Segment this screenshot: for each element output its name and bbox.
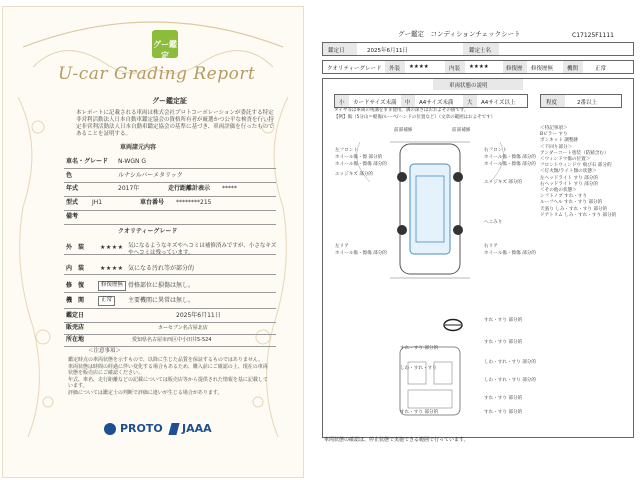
- exterior-note: 気になるようなキズやヘコミは補修済みですが、小さなキズやヘコミは残っています。: [128, 243, 277, 256]
- annotation-rear-edge: エッジキズ 部分的: [484, 180, 523, 185]
- certificate-subtitle: グー鑑定証: [152, 97, 187, 105]
- note-item: 年式、車名、走行距離などの記載については販売店等から提供された情報を基に記載しています。: [68, 376, 268, 389]
- special-note: ＜その他の状態＞: [540, 188, 577, 194]
- dealer-label: 販売店: [66, 324, 85, 331]
- repair-note: 骨格部位に損傷は無し。: [128, 282, 195, 289]
- steering-wheel-icon: [442, 318, 464, 332]
- annotation-seat-left: しわ・すれ・すり: [400, 366, 437, 371]
- sheet-ext-label: 外装: [389, 66, 401, 72]
- divider: [64, 322, 276, 323]
- annotation-fl-fender: 左フロント: [335, 148, 358, 153]
- header-row-quality: [322, 60, 634, 74]
- divider: [64, 292, 276, 293]
- interior-stars: ★★★★: [100, 265, 124, 272]
- sheet-mech-label: 機関: [567, 66, 579, 72]
- sheet-quality-label: クオリティーグレード: [327, 66, 382, 72]
- divider: [64, 346, 276, 347]
- size-small-label: 小: [339, 100, 345, 106]
- size-card-label: カードサイズ未満: [353, 100, 397, 106]
- inspector-label: 鑑定士名: [469, 48, 492, 54]
- model-value: JH1: [92, 199, 103, 206]
- mech-note: 主要機関に異常は無し。: [128, 297, 195, 304]
- vehicle-section-heading: 車両諸元内容: [120, 144, 157, 151]
- annotation-fl-detail: ホイール傷・擦 部分的: [335, 155, 383, 160]
- repair-value-box: 修復歴無: [98, 281, 126, 291]
- notes-list: [68, 357, 268, 396]
- dealer-value: カーセブン名古屋北店: [158, 325, 208, 331]
- exterior-label: 外 装: [66, 244, 85, 251]
- annotation-seat-right: すれ・すり 部分的: [484, 396, 523, 401]
- model-label: 型式: [66, 199, 79, 206]
- legend-note: 【例】傷（5分山＝軽傷/ルーペ/ハンドの位置など）（文章の範囲はおよそです）: [334, 115, 496, 120]
- address-value: 愛知県名古屋市西区中小田井5-524: [132, 337, 212, 343]
- notes-title: ＜注意事項＞: [88, 348, 122, 354]
- annotation-floor-left: すれ・すり 部分的: [400, 410, 439, 415]
- divider: [64, 210, 276, 211]
- annotation-hood-right: 前部補修: [452, 128, 471, 133]
- odometer-label: 走行距離計表示: [168, 185, 211, 192]
- divider: [64, 196, 276, 197]
- color-value: ルナシルバーメタリック: [118, 172, 183, 179]
- note-item: 評価については鑑定士の判断で評価に違いが生じる場合があります。: [68, 389, 223, 396]
- special-note: ルーフヘル すれ・すり 部分的: [540, 200, 603, 206]
- mech-value-box: 正常: [98, 296, 115, 306]
- sheet-date-label: 鑑定日: [328, 48, 345, 54]
- tire-note: タイヤ等は車両の残溝をまま使用。溝の深さはおおよその値です。: [334, 108, 469, 113]
- sheet-int-label: 内装: [449, 66, 461, 72]
- size-mid-label: 中: [405, 100, 411, 106]
- proto-logo-text: PROTO: [120, 422, 163, 435]
- special-note: アンダーコート塗装（防錆含む）: [540, 150, 609, 156]
- address-label: 所在地: [66, 336, 85, 343]
- exterior-stars: ★★★★: [100, 244, 124, 251]
- annotation-hood-left: 前部補修: [394, 128, 413, 133]
- annotation-steering: すれ・すり 部分的: [484, 318, 523, 323]
- annotation-seat-right: すれ・すり 部分的: [484, 340, 523, 345]
- annotation-fl-detail: ホイール傷・擦傷 部分的: [335, 162, 387, 167]
- size-a4-label: A4サイズ未満: [419, 100, 454, 106]
- annotation-door-dent: へこみり: [484, 220, 503, 225]
- degree-value: 2番以上: [577, 100, 597, 106]
- condition-title: 車両状態の説明: [449, 83, 488, 89]
- date-label: 鑑定日: [66, 312, 85, 319]
- interior-label: 内 装: [66, 265, 85, 272]
- divider: [64, 334, 276, 335]
- header-row-date: [322, 42, 634, 56]
- annotation-rr: 右リア: [484, 244, 498, 249]
- note-item: 鑑定時点の車両状態を示すもので、以降に生じた品質を保証するものではありません。: [68, 357, 264, 363]
- car-name-label: 車名・グレード: [66, 158, 109, 165]
- special-note: 天張り しみ・すれ・すり 部分的: [540, 206, 608, 212]
- sheet-footer: 車両状態の確認は、停止状態で実施できる範囲で行っています。: [324, 437, 469, 443]
- chassis-value: ********215: [176, 199, 212, 206]
- special-note: ＜灯火類/ライト類の状態＞: [540, 169, 597, 175]
- special-note: 右ヘッドライト すり 部分的: [540, 181, 598, 187]
- sheet-date-value: 2025年6月11日: [367, 48, 408, 54]
- sheet-mech-value: 正常: [595, 66, 607, 72]
- annotation-fr-fender: 右フロント: [484, 148, 507, 153]
- divider: [64, 274, 276, 275]
- annotation-rl: 左リア: [335, 244, 349, 249]
- odometer-value: *****: [222, 185, 237, 192]
- divider: [64, 308, 276, 309]
- note-item: 車両状態は時間の経過に伴い変化する場合もあるため、購入前にご確認の上、現在の車両状態を販売店にご確認ください。: [68, 363, 268, 376]
- remarks-label: 備考: [66, 213, 79, 220]
- annotation-front-edge: エッジキズ 部分的: [335, 172, 374, 177]
- special-note: フロントウィンドウ 飛び石 部分的: [540, 163, 612, 169]
- certificate-title: U-car Grading Report: [58, 64, 256, 84]
- certificate-intro: 本レポートに記載される車両は株式会社プロトコーポレーションが委託する特定非営利活動法人日本自動車鑑定協会の資格所有者が厳選かつ公平な検査を行い特定非営利活動法人日本自動車鑑定協会の基準に基づき、車両評価を行ったものであることを証明する。: [76, 110, 275, 137]
- mech-label: 機 関: [66, 297, 85, 304]
- special-notes-list: [540, 126, 632, 219]
- special-note: ドアトリム しみ・すれ・すり 部分的: [540, 212, 617, 218]
- annotation-rl-detail: ホイール傷・擦傷 部分的: [335, 251, 387, 256]
- degree-label: 程度: [546, 100, 558, 106]
- special-note: ＜特記事項＞: [540, 126, 568, 131]
- car-name-value: N-WGN G: [118, 158, 147, 165]
- divider: [64, 182, 276, 183]
- divider: [64, 224, 276, 225]
- size-large-label: 大: [467, 100, 473, 106]
- interior-note: 気になる汚れ等が部分的: [128, 265, 195, 272]
- annotation-rr-detail: ホイール傷・擦傷 部分的: [484, 251, 536, 256]
- year-value: 2017年: [118, 185, 140, 192]
- special-note: 左ヘッドライト すり 部分的: [540, 175, 598, 181]
- sheet-title: グー鑑定 コンディションチェックシート: [398, 30, 521, 38]
- degree-row: [540, 94, 622, 108]
- goo-badge-logo: グー鑑定: [152, 30, 178, 58]
- special-note: ＜ウィンドウ傷の位置＞: [540, 157, 591, 163]
- proto-logo-icon: [104, 423, 116, 435]
- annotation-floor-right: すれ・すり 部分的: [484, 410, 523, 415]
- sheet-doc-id: C17125F1111: [572, 32, 614, 39]
- quality-section-heading: クオリティーグレード: [118, 228, 178, 235]
- special-note: Bピラー すり: [540, 132, 568, 138]
- sheet-int-stars: ★★★★: [469, 64, 489, 70]
- special-note: ＜下回り部分＞: [540, 144, 573, 150]
- special-note: シフトノブ すれ・すり: [540, 194, 588, 200]
- chassis-label: 車台番号: [140, 199, 165, 206]
- color-label: 色: [66, 172, 73, 179]
- sheet-ext-stars: ★★★★: [409, 64, 429, 70]
- annotation-seat-right: しわ・すれ・すり 部分的: [484, 360, 536, 365]
- annotation-seat-left: すれ・すり 部分的: [400, 346, 439, 351]
- annotation-seat-right: しわ・すれ・すり 部分的: [484, 378, 536, 383]
- car-diagram: [330, 122, 530, 422]
- year-label: 年式: [66, 185, 79, 192]
- date-value: 2025年6月11日: [176, 312, 221, 319]
- sheet-repair-value: 修復歴無: [531, 66, 554, 72]
- jaaa-logo-text: JAAA: [182, 422, 212, 435]
- size-a4plus-label: A4サイズ以上: [481, 100, 516, 106]
- annotation-fr-detail: ホイール傷・擦傷 部分的: [484, 155, 536, 160]
- annotation-fr-detail: ホイール傷・擦傷 部分的: [484, 162, 536, 167]
- special-note: ボンネット 調整跡: [540, 138, 579, 144]
- divider: [64, 168, 276, 169]
- sheet-repair-label: 修復歴: [506, 66, 523, 72]
- repair-label: 修 復: [66, 282, 85, 289]
- size-legend-row: [334, 94, 528, 108]
